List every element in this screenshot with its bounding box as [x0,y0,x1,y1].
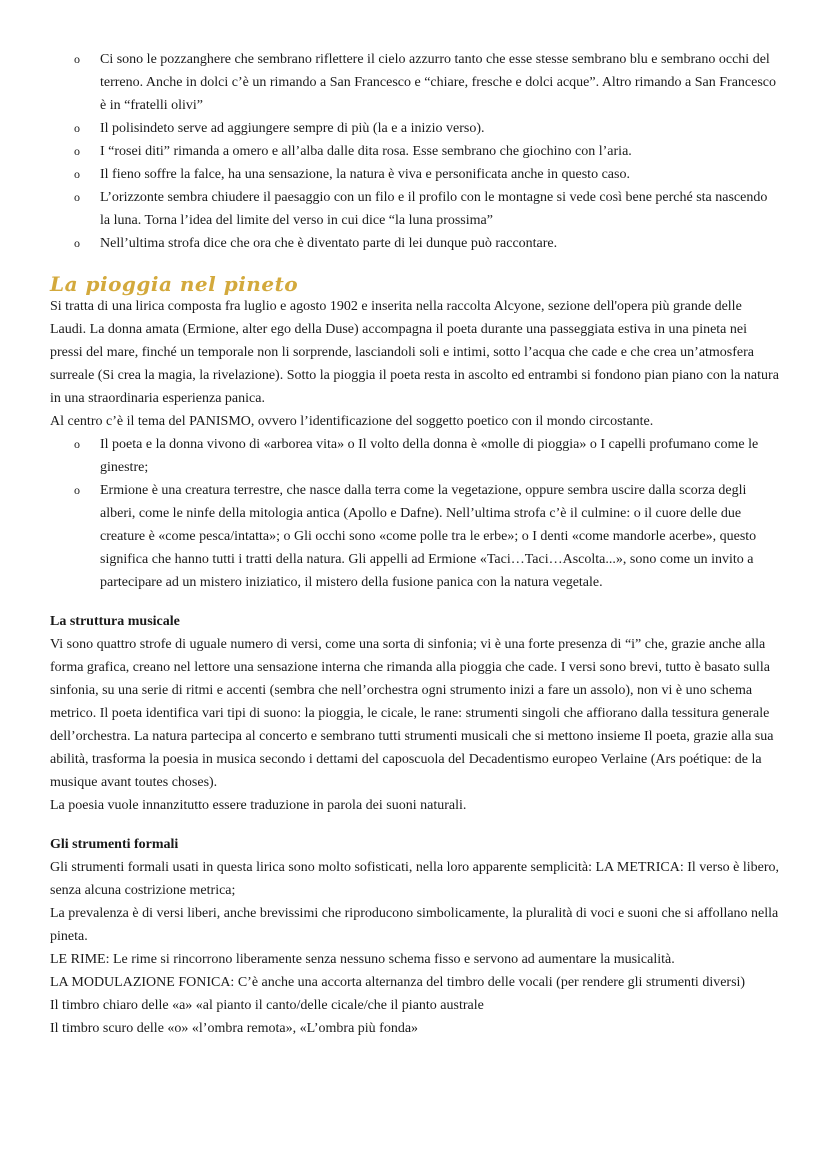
list-item-text: L’orizzonte sembra chiudere il paesaggio con un filo e il profilo con le montagne si vede così bene perché sta nascendo la luna. Torna l’idea del limite del verso in cui dice “la luna prossima” [100,190,768,228]
musical-structure-paragraph: Vi sono quattro strofe di uguale numero di versi, come una sorta di sinfonia; vi è una forte presenza di “i” che, grazie anche alla forma grafica, creano nel lettore una sensazione interna che rimanda alla pioggia che cade. I versi sono brevi, tutto è basato sulla sinfonia, su una serie di ritmi e accenti (sembra che nell’orchestra ogni strumento inizi a fare un assolo), non vi è uno schema metrico. Il poeta identifica vari tipi di suono: la pioggia, le cicale, le rane: strumenti singoli che affiorano dalla tessitura generale dell’orchestra. La natura partecipa al concerto e sembrano tutti strumenti musicali che si mettono insieme Il poeta, grazie alla sua abilità, trasforma la poesia in musica secondo i dettami del caposcuola del Decadentismo europeo Verlaine (Ars poétique: de la musique avant toutes choses). [50,637,774,790]
formal-tools-paragraph: LA MODULAZIONE FONICA: C’è anche una accorta alternanza del timbro delle vocali (per rendere gli strumenti diversi) [50,975,746,990]
bullet-circle-icon: o [74,167,80,181]
list-item-text: Nell’ultima strofa dice che ora che è diventato parte di lei dunque può raccontare. [100,236,558,251]
document-page [50,48,780,1040]
bullet-circle-icon: o [74,437,80,451]
section-title: La pioggia nel pineto [50,272,299,296]
musical-structure-paragraph: La poesia vuole innanzitutto essere traduzione in parola dei suoni naturali. [50,798,467,813]
formal-tools-paragraph: Il timbro scuro delle «o» «l’ombra remota», «L’ombra più fonda» [50,1021,419,1036]
list-item [74,163,780,186]
bullet-circle-icon: o [74,483,80,497]
bullet-circle-icon: o [74,52,80,66]
intro-paragraph: Si tratta di una lirica composta fra luglio e agosto 1902 e inserita nella raccolta Alcyone, sezione dell'opera più grande delle Laudi. La donna amata (Ermione, alter ego della Duse) accompagna il poeta durante una passeggiata estiva in una pineta nei pressi del mare, finché un temporale non li sorprende, lasciandoli soli e intimi, sotto l’acqua che cade e che crea un’atmosfera surreale (Si crea la magia, la rivelazione). Sotto la pioggia il poeta resta in ascolto ed entrambi si fondono pian piano con la natura in una straordinaria esperienza panica. [50,299,779,406]
musical-structure-heading: La struttura musicale [50,614,180,629]
bullet-circle-icon: o [74,190,80,204]
list-item [74,186,780,232]
list-item [74,117,780,140]
list-item-text: Il fieno soffre la falce, ha una sensazione, la natura è viva e personificata anche in questo caso. [100,167,630,182]
list-item [74,232,780,255]
list-item [74,140,780,163]
bullet-circle-icon: o [74,121,80,135]
list-item [74,433,780,479]
list-item [74,479,780,594]
formal-tools-paragraph: LE RIME: Le rime si rincorrono liberamente senza nessuno schema fisso e servono ad aumentare la musicalità. [50,952,675,967]
list-item-text: Ci sono le pozzanghere che sembrano riflettere il cielo azzurro tanto che esse stesse sembrano blu e sembrano occhi del terreno. Anche in dolci c’è un rimando a San Francesco e “chiare, fresche e dolci acque”. Altro rimando a San Francesco è in “fratelli olivi” [100,52,776,113]
list-item-text: Il poeta e la donna vivono di «arborea vita» o Il volto della donna è «molle di pioggia» o I capelli profumano come le ginestre; [100,437,759,475]
list-item-text: I “rosei diti” rimanda a omero e all’alba dalle dita rosa. Esse sembrano che giochino con l’aria. [100,144,632,159]
list-item-text: Ermione è una creatura terrestre, che nasce dalla terra come la vegetazione, oppure sembra uscire dalla scorza degli alberi, come le ninfe della mitologia antica (Apollo e Dafne). Nell’ultima strofa c’è il culmine: o il cuore delle due creature è «come pesca/intatta»; o Gli occhi sono «come polle tra le erbe»; o I denti «come mandorle acerbe», questo significa che hanno tutti i tratti della natura. Gli appelli ad Ermione «Taci…Taci…Ascolta...», sono come un invito a partecipare ad un mistero iniziatico, il mistero della fusione panica con la natura vegetale. [100,483,757,590]
intro-bullet-list [50,48,780,255]
formal-tools-heading: Gli strumenti formali [50,837,179,852]
list-item-text: Il polisindeto serve ad aggiungere sempre di più (la e a inizio verso). [100,121,485,136]
panismo-bullet-list [50,433,780,594]
formal-tools-paragraph: Il timbro chiaro delle «a» «al pianto il canto/delle cicale/che il pianto australe [50,998,484,1013]
formal-tools-paragraph: La prevalenza è di versi liberi, anche brevissimi che riproducono simbolicamente, la pluralità di voci e suoni che si affollano nella pineta. [50,906,779,944]
bullet-circle-icon: o [74,144,80,158]
formal-tools-paragraph: Gli strumenti formali usati in questa lirica sono molto sofisticati, nella loro apparente semplicità: LA METRICA: Il verso è libero, senza alcuna costrizione metrica; [50,860,780,898]
list-item [74,48,780,117]
bullet-circle-icon: o [74,236,80,250]
panismo-paragraph: Al centro c’è il tema del PANISMO, ovvero l’identificazione del soggetto poetico con il mondo circostante. [50,414,654,429]
